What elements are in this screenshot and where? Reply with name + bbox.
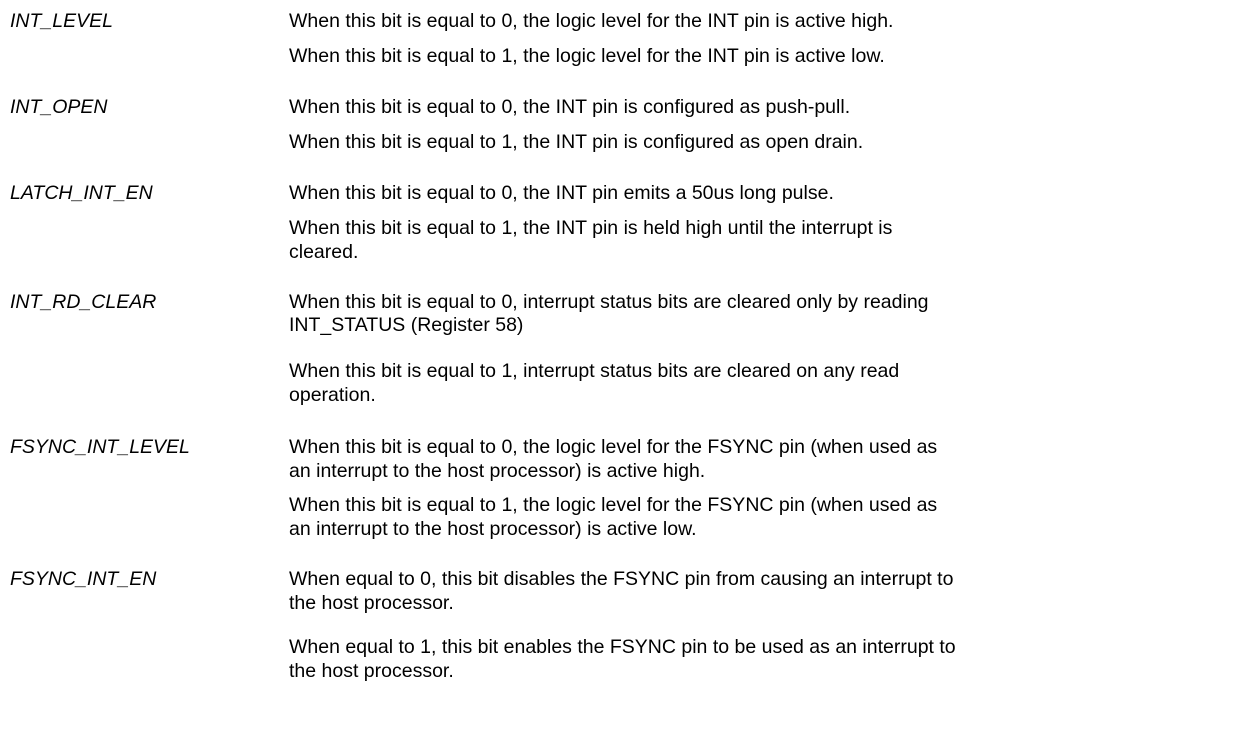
term-int-open: INT_OPEN: [10, 96, 108, 118]
desc-latch-int-en-line-1: When this bit is equal to 0, the INT pin emits a 50us long pulse.: [289, 182, 834, 204]
term-fsync-int-level: FSYNC_INT_LEVEL: [10, 436, 190, 458]
desc-int-level-line-2: When this bit is equal to 1, the logic level for the INT pin is active low.: [289, 45, 885, 67]
desc-fsync-int-en-line-4: the host processor.: [289, 660, 454, 682]
desc-latch-int-en-line-2: When this bit is equal to 1, the INT pin is held high until the interrupt is: [289, 217, 893, 239]
desc-fsync-int-en-line-2: the host processor.: [289, 592, 454, 614]
desc-int-rd-clear-line-1: When this bit is equal to 0, interrupt status bits are cleared only by reading: [289, 291, 929, 313]
desc-int-rd-clear-line-3: When this bit is equal to 1, interrupt status bits are cleared on any read: [289, 360, 900, 382]
term-fsync-int-en: FSYNC_INT_EN: [10, 568, 157, 590]
desc-int-open-line-2: When this bit is equal to 1, the INT pin is configured as open drain.: [289, 131, 864, 153]
desc-int-open-line-1: When this bit is equal to 0, the INT pin is configured as push-pull.: [289, 96, 851, 118]
desc-int-level-line-1: When this bit is equal to 0, the logic level for the INT pin is active high.: [289, 10, 894, 32]
desc-fsync-int-level-line-2: an interrupt to the host processor) is active high.: [289, 460, 706, 482]
desc-fsync-int-level-line-1: When this bit is equal to 0, the logic level for the FSYNC pin (when used as: [289, 436, 938, 458]
desc-fsync-int-en-line-3: When equal to 1, this bit enables the FSYNC pin to be used as an interrupt to: [289, 636, 956, 658]
term-latch-int-en: LATCH_INT_EN: [10, 182, 153, 204]
term-int-rd-clear: INT_RD_CLEAR: [10, 291, 157, 313]
desc-fsync-int-level-line-4: an interrupt to the host processor) is active low.: [289, 518, 697, 540]
desc-latch-int-en-line-3: cleared.: [289, 241, 359, 263]
desc-fsync-int-en-line-1: When equal to 0, this bit disables the FSYNC pin from causing an interrupt to: [289, 568, 954, 590]
term-int-level: INT_LEVEL: [10, 10, 113, 32]
desc-int-rd-clear-line-4: operation.: [289, 384, 376, 406]
desc-fsync-int-level-line-3: When this bit is equal to 1, the logic level for the FSYNC pin (when used as: [289, 494, 938, 516]
desc-int-rd-clear-line-2: INT_STATUS (Register 58): [289, 314, 524, 336]
